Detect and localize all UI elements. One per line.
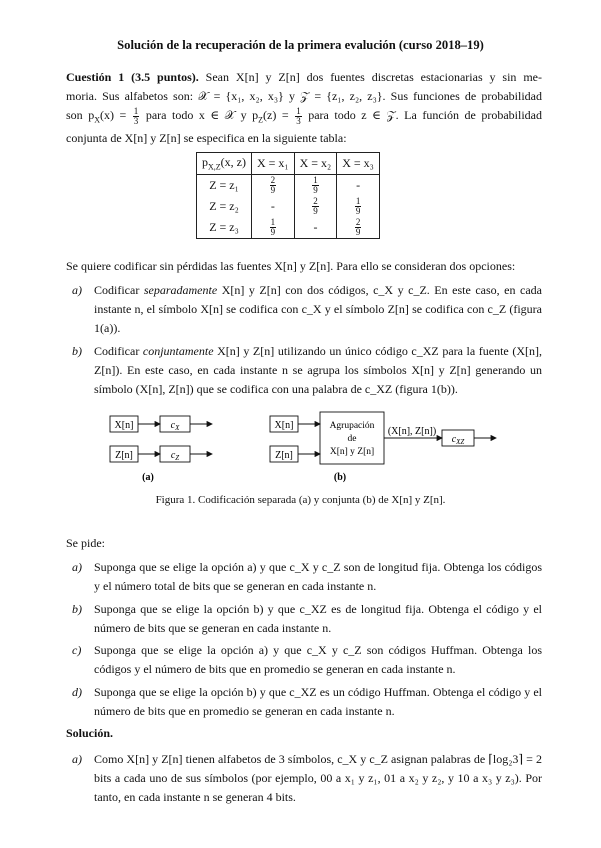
option-a-emphasis: separadamente (143, 283, 218, 297)
task-d-label: d) (72, 685, 82, 699)
label-cxz: $c_{XZ}$ (451, 434, 465, 446)
task-c-text: Suponga que se elige la opción a) y que c_X y c_Z son códigos Huffman. Obtenga los códigos y el número de bits que en promedio se generan en cada instante n. (94, 643, 542, 676)
option-a-text: X[n] y Z[n] con dos códigos, c_X y c_Z. En este caso, en cada instante n, el símbolo X[n] se codifica con c_X y el símbolo Z[n] se codifica con c_Z (figura 1(a)). (94, 283, 542, 335)
table-cell (337, 217, 380, 239)
task-a-label: a) (72, 560, 82, 574)
figure-a (110, 416, 212, 483)
figure-b (270, 412, 496, 483)
table-header-cell: X = x₂ (294, 153, 337, 175)
figure-1-diagram (100, 408, 520, 488)
fraction: $\frac{2}{9}$ (355, 217, 361, 237)
label-z-input-a: Z[n] (115, 450, 133, 461)
task-c (66, 641, 542, 679)
figure-b-label: (b) (333, 472, 347, 483)
table-header-cell: X = x₃ (337, 153, 380, 175)
table-row-label: Z = z₃ (197, 217, 252, 239)
option-b: b) Codificar conjuntamente X[n] y Z[n] utilizando un único código c_XZ para la fuente (X[n], Z[n]). En este caso, en cada instante n se agrupa los símbolos X[n] y Z[n] generando un símbolo (X[n], Z[n]) que se codifica con una palabra de c_XZ (figura 1(b)). (72, 344, 542, 396)
joint-probability-table (196, 152, 380, 239)
table-row-label: Z = z₂ (197, 196, 252, 217)
grouping-line-3: X[n] y Z[n] (329, 447, 375, 457)
fraction: $\frac{2}{9}$ (270, 175, 276, 195)
table-cell (252, 217, 295, 239)
fraction: $\frac{1}{9}$ (313, 175, 318, 195)
question-label: Cuestión 1 (3.5 puntos). (66, 70, 199, 84)
task-a-text: Suponga que se elige la opción a) y que c_X y c_Z son de longitud fija. Obtenga los códigos y el número total de bits que se generan en cada instante n. (94, 560, 542, 593)
fraction: $\frac{1}{9}$ (270, 217, 276, 237)
table-header-cell: X = x₁ (252, 153, 295, 175)
question-line-2: moria. Sus alfabetos son: 𝒳 = {x₁, x₂, x₃} y 𝒵 = {z₁, z₂, z₃}. Sus funciones de probabilidad (66, 89, 542, 103)
task-b-text: Suponga que se elige la opción b) y que c_XZ es de longitud fija. Obtenga el código y el número de bits que se generan en cada instante n. (94, 602, 542, 635)
fraction: $\frac{1}{3}$ (296, 105, 301, 126)
task-b-label: b) (72, 602, 82, 616)
option-a-label: a) (72, 283, 82, 297)
table-header-row (197, 153, 380, 175)
solution-heading: Solución. (66, 726, 114, 740)
label-x-input-a: X[n] (114, 420, 134, 431)
intro-coding: Se quiere codificar sin pérdidas las fuentes X[n] y Z[n]. Para ello se consideran dos opciones: (66, 259, 516, 273)
solution-a (66, 750, 542, 807)
table-cell: - (337, 175, 380, 197)
grouping-line-1: Agrupación (329, 421, 375, 431)
table-row (197, 196, 380, 217)
option-b-emphasis: conjuntamente (142, 344, 214, 358)
sub-x: X (94, 115, 100, 125)
table-cell: - (252, 196, 295, 217)
fraction: $\frac{1}{3}$ (133, 105, 139, 126)
task-a (66, 558, 542, 596)
label-cx: $c_X$ (170, 420, 180, 432)
table-cell (294, 175, 337, 197)
grouping-line-2: de (347, 434, 357, 444)
table-row (197, 175, 380, 197)
fraction: $\frac{1}{9}$ (355, 196, 361, 216)
table-corner-cell: $p_{X,Z}(x$, z) (197, 153, 252, 175)
question-line-4: conjunta de X[n] y Z[n] se especifica en la siguiente tabla: (66, 131, 347, 146)
fraction: $\frac{2}{9}$ (313, 196, 318, 216)
task-d-text: Suponga que se elige la opción b) y que c_XZ es un código Huffman. Obtenga el código y el número de bits que en promedio se generan en cada instante n. (94, 685, 542, 718)
table-cell: - (294, 217, 337, 239)
table-cell (337, 196, 380, 217)
table-row (197, 217, 380, 239)
option-b-text: X[n] y Z[n] utilizando un único código c_XZ para la fuente (X[n], Z[n]). En este caso, en cada instante n se agrupa los símbolos X[n] y Z[n] generando un símbolo (X[n], Z[n]) que se codifica con una palabra de c_XZ (figura 1(b)). (94, 344, 542, 396)
task-c-label: c) (72, 643, 82, 657)
label-x-input-b: X[n] (274, 420, 294, 431)
question-statement (66, 68, 542, 148)
task-d (66, 683, 542, 721)
option-b-label: b) (72, 344, 82, 358)
solution-a-label: a) (72, 752, 82, 766)
sub-z: Z (258, 115, 264, 125)
figure-a-label: (a) (142, 472, 154, 483)
table-cell (252, 175, 295, 197)
option-a: a) Codificar separadamente X[n] y Z[n] con dos códigos, c_X y c_Z. En este caso, en cada instante n, el símbolo X[n] se codifica con c_X y el símbolo Z[n] se codifica con c_Z (figura 1(a)). (72, 283, 542, 335)
figure-caption: Figura 1. Codificación separada (a) y conjunta (b) de X[n] y Z[n]. (155, 494, 446, 506)
question-line-1: Sean X[n] y Z[n] dos fuentes discretas estacionarias y sin me- (205, 70, 542, 84)
table-cell (294, 196, 337, 217)
label-pair: (X[n], Z[n]) (387, 426, 437, 437)
task-b (66, 600, 542, 638)
label-cz: $c_Z$ (170, 450, 180, 462)
page-title: Solución de la recuperación de la primera evalución (curso 2018–19) (117, 38, 484, 52)
se-pide: Se pide: (66, 536, 105, 550)
label-z-input-b: Z[n] (275, 450, 293, 461)
solution-a-text: Como X[n] y Z[n] tienen alfabetos de 3 símbolos, c_X y c_Z asignan palabras de ⌈log₂3⌉ = 2 bits a cada uno de sus símbolos (por ejemplo, 00 a x₁ y z₁, 01 a x₂ y z₂, y 10 a x₃ y z₃). Por tanto, en cada instante n se generan 4 bits. (94, 752, 542, 804)
question-line-3: son $p_X(x)$ = $\frac{1}{3}$ para todo x ∈ 𝒳 y $p_Z(z)$ = $\frac{1}{3}$ para todo z ∈ 𝒵. La función de probabilidad (66, 105, 543, 126)
table-row-label: Z = z₁ (197, 175, 252, 197)
